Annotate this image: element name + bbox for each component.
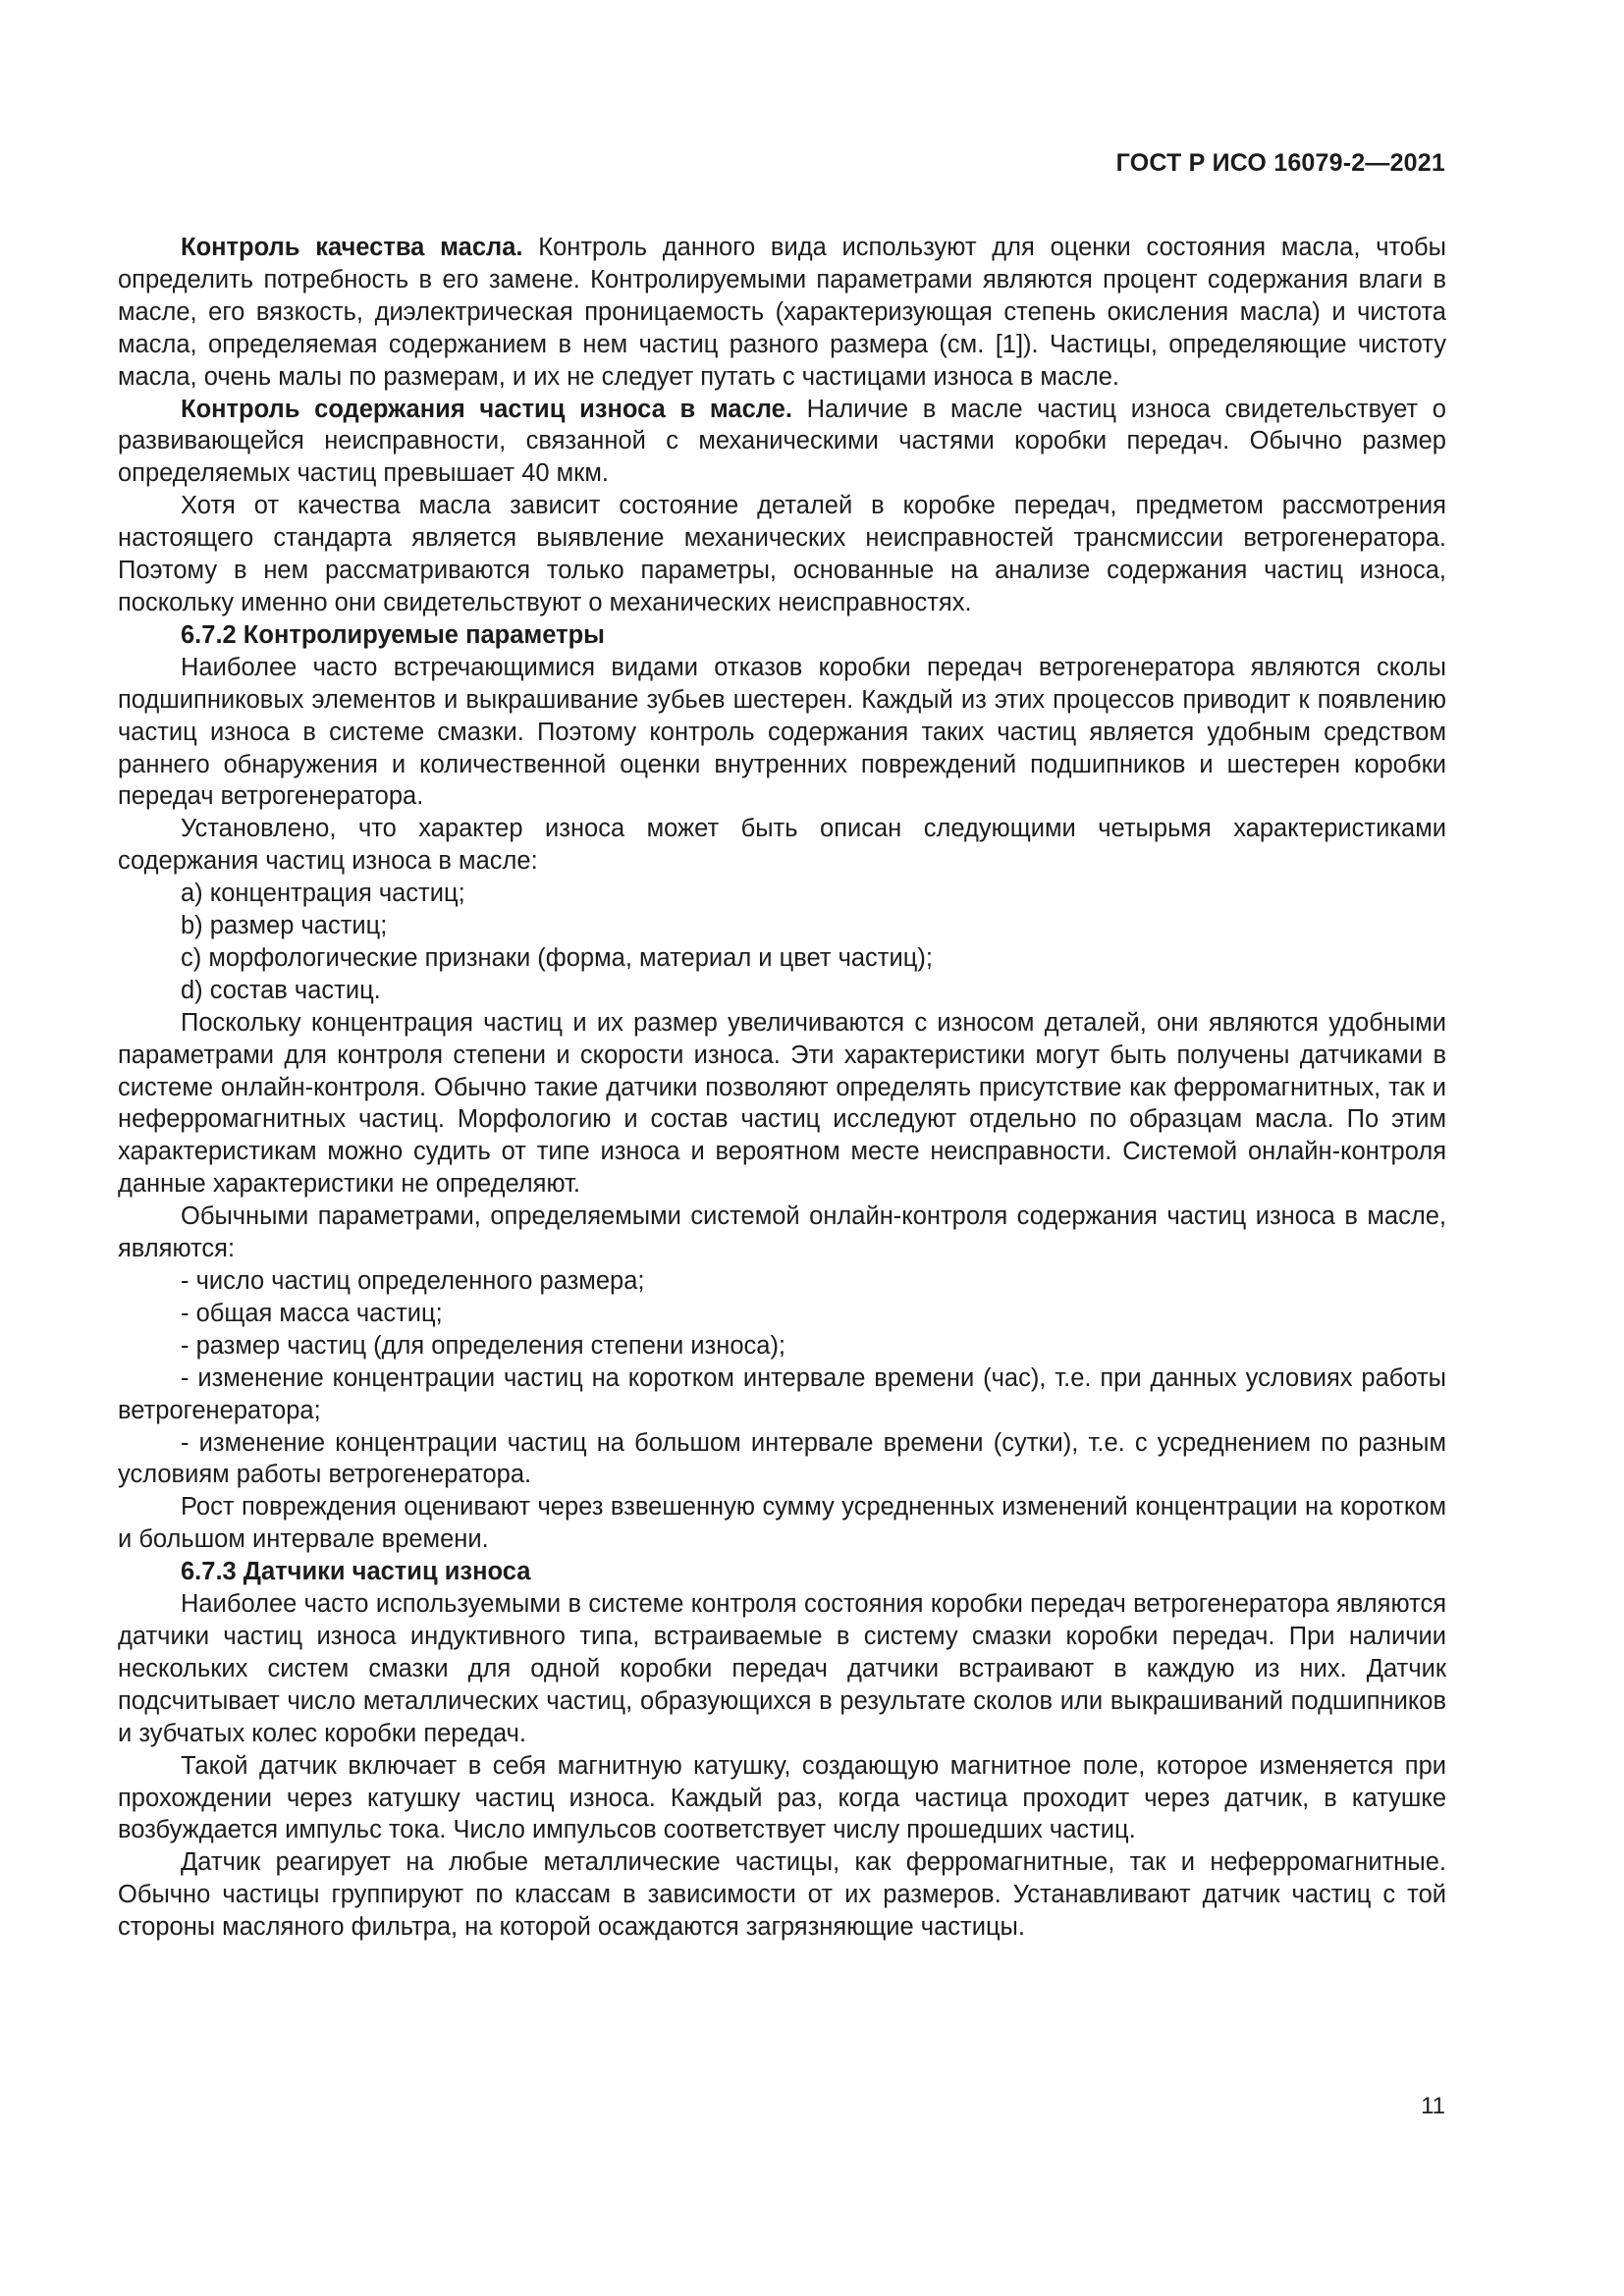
paragraph: Наиболее часто встречающимися видами отказов коробки передач ветрогенератора являются сколы подшипниковых элементов и выкрашивание зубьев шестерен. Каждый из этих процессов приводит к появлению частиц износа в системе смазки. Поэтому контроль содержания таких частиц является удобным средством раннего обнаружения и количественной оценки внутренних повреждений подшипников и шестерен коробки передач ветрогенератора.	[118, 653, 1446, 811]
list-item: c) морфологические признаки (форма, материал и цвет частиц);	[181, 943, 933, 972]
paragraph-text: Контроль данного вида используют для оценки состояния масла, чтобы определить потребность в его замене. Контролируемыми параметрами являются процент содержания влаги в масле, его вязкость, диэлектрическая проницаемость (характеризующая степень окисления масла) и чистота масла, определяемая содержанием в нем частиц разного размера (см. [1]). Частицы, определяющие чистоту масла, очень малы по размерам, и их не следует путать с частицами износа в масле.	[118, 234, 1446, 391]
list-item: b) размер частиц;	[181, 912, 388, 940]
paragraph: Такой датчик включает в себя магнитную катушку, создающую магнитное поле, которое изменяется при прохождении через катушку частиц износа. Каждый раз, когда частица проходит через датчик, в катушке возбуждается импульс тока. Число импульсов соответствует числу прошедших частиц.	[118, 1751, 1446, 1844]
paragraph-wear-particles	[118, 394, 1446, 491]
section-heading-6-7-3: 6.7.3 Датчики частиц износа	[181, 1558, 531, 1586]
list-item: d) состав частиц.	[181, 976, 381, 1004]
list-item: a) концентрация частиц;	[181, 880, 465, 908]
paragraph: Датчик реагирует на любые металлические частицы, как ферромагнитные, так и неферромагнитные. Обычно частицы группируют по классам в зависимости от их размеров. Устанавливают датчик частиц с той стороны масляного фильтра, на которой осаждаются загрязняющие частицы.	[118, 1848, 1446, 1942]
list-item: - изменение концентрации частиц на большом интервале времени (сутки), т.е. с усреднением по разным условиям работы ветрогенератора.	[118, 1428, 1446, 1489]
paragraph-lead: Контроль содержания частиц износа в масле.	[181, 395, 792, 423]
paragraph: Установлено, что характер износа может быть описан следующими четырьмя характеристиками содержания частиц износа в масле:	[118, 815, 1446, 876]
paragraph-lead: Контроль качества масла.	[181, 234, 523, 261]
list-item: - общая масса частиц;	[181, 1299, 443, 1327]
paragraph: Рост повреждения оценивают через взвешенную сумму усредненных изменений концентрации на коротком и большом интервале времени.	[118, 1493, 1446, 1554]
document-body	[118, 232, 1446, 1944]
paragraph: Хотя от качества масла зависит состояние деталей в коробке передач, предметом рассмотрения настоящего стандарта является выявление механических неисправностей трансмиссии ветрогенератора. Поэтому в нем рассматриваются только параметры, основанные на анализе содержания частиц износа, поскольку именно они свидетельствуют о механических неисправностях.	[118, 492, 1446, 616]
paragraph: Обычными параметрами, определяемыми системой онлайн-контроля содержания частиц износа в масле, являются:	[118, 1202, 1446, 1263]
paragraph: Поскольку концентрация частиц и их размер увеличиваются с износом деталей, они являются удобными параметрами для контроля степени и скорости износа. Эти характеристики могут быть получены датчиками в системе онлайн-контроля. Обычно такие датчики позволяют определять присутствие как ферромагнитных, так и неферромагнитных частиц. Морфологию и состав частиц исследуют отдельно по образцам масла. По этим характеристикам можно судить от типе износа и вероятном месте неисправности. Системой онлайн-контроля данные характеристики не определяют.	[118, 1008, 1446, 1199]
list-item: - изменение концентрации частиц на коротком интервале времени (час), т.е. при данных условиях работы ветрогенератора;	[118, 1363, 1446, 1424]
list-item: - размер частиц (для определения степени износа);	[181, 1331, 786, 1360]
page-number: 11	[1421, 2093, 1445, 2119]
paragraph-oil-quality	[118, 232, 1446, 394]
paragraph: Наиболее часто используемыми в системе контроля состояния коробки передач ветрогенератора являются датчики частиц износа индуктивного типа, встраиваемые в систему смазки коробки передач. При наличии нескольких систем смазки для одной коробки передач датчики встраивают в каждую из них. Датчик подсчитывает число металлических частиц, образующихся в результате сколов или выкрашиваний подшипников и зубчатых колес коробки передач.	[118, 1590, 1446, 1747]
document-header: ГОСТ Р ИСО 16079-2—2021	[1115, 149, 1445, 177]
paragraph-text: Наличие в масле частиц износа свидетельствует о развивающейся неисправности, связанной с механическими частями коробки передач. Обычно размер определяемых частиц превышает 40 мкм.	[118, 395, 1446, 488]
section-heading-6-7-2: 6.7.2 Контролируемые параметры	[181, 620, 605, 649]
list-item: - число частиц определенного размера;	[181, 1267, 645, 1295]
